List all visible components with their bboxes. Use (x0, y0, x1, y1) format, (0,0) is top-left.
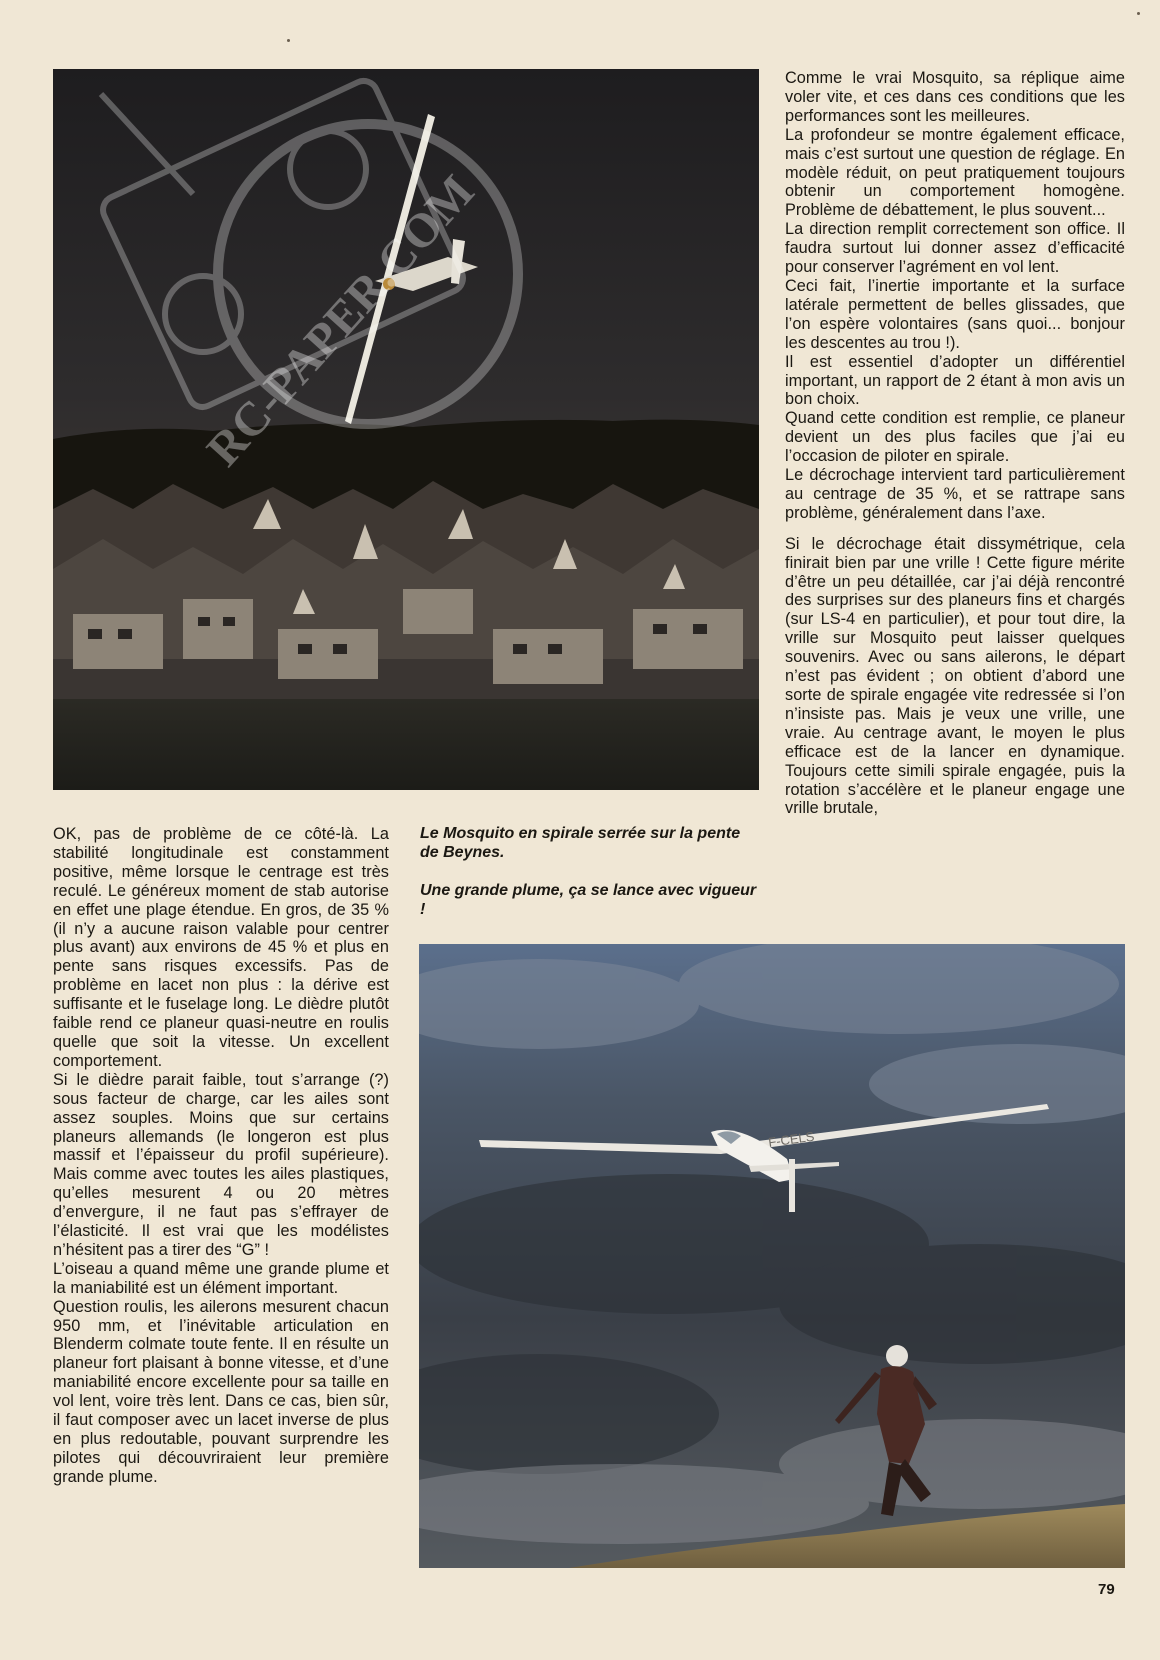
print-speck (1137, 12, 1140, 15)
watermark-text: RC-PAPER.COM (196, 165, 485, 477)
paragraph: Il est essentiel d’adopter un différentiel important, un rapport de 2 étant à mon avis un bon choix. (785, 352, 1125, 409)
glider-registration: F-CELS (767, 1128, 816, 1150)
paragraph: Si le décrochage était dissymétrique, cela finirait bien par une vrille ! Cette figure mérite d’être un peu détaillée, car j’ai déjà rencontré des surprises sur des planeurs fins et chargés (sur LS-4 en particulier), et pour tout dire, la vrille sur Mosquito peut laisser quelques souvenirs. Avec ou sans ailerons, le départ n’est pas évident ; on obtient d’abord une sorte de spirale engagée vite redressée si l’on n’insiste pas. Mais je veux une vrille, une vraie. Au centrage avant, le moyen le plus efficace est de la lancer en dynamique. Toujours cette simili spirale engagée, puis la rotation s’accélère et le planeur engage une vrille brutale, (785, 534, 1125, 818)
paragraph: La direction remplit correctement son office. Il faudra surtout lui donner assez d’efficacité pour conserver l’agrément en vol lent. (785, 220, 1125, 277)
paragraph: L’oiseau a quand même une grande plume et la maniabilité est un élément important. (53, 1259, 389, 1297)
watermark-logo (53, 69, 759, 790)
paragraph: Question roulis, les ailerons mesurent chacun 950 mm, et l’inévitable articulation en Blenderm colmate toute fente. Il en résulte un planeur fort plaisant à bonne vitesse, et d’une maniabilité encore excellente pour sa taille en vol lent, voire très lent. Dans ce cas, bien sûr, il faut composer avec un lacet inverse de plus en plus redoutable, pouvant surprendre les pilotes qui découvriraient leur première grande plume. (53, 1297, 389, 1486)
photo-captions (420, 824, 760, 938)
caption-top-photo: Le Mosquito en spirale serrée sur la pente de Beynes. (420, 825, 741, 861)
paragraph: La profondeur se montre également efficace, mais c’est surtout une question de réglage. En modèle réduit, on peut pratiquement toujours obtenir un comportement homogène. Problème de débattement, le plus souvent... (785, 125, 1125, 220)
paragraph: Ceci fait, l’inertie importante et la surface latérale permettent de belles glissades, que l’on espère volontaires (sans quoi... bonjour les descentes au trou !). (785, 276, 1125, 352)
photo-glider-launch (419, 944, 1125, 1568)
paragraph: Quand cette condition est remplie, ce planeur devient un des plus faciles que j’ai eu l’occasion de piloter en spirale. (785, 409, 1125, 466)
article-column-right (785, 69, 1125, 818)
caption-bottom-photo: Une grande plume, ça se lance avec vigueur ! (420, 882, 757, 918)
article-column-left (53, 825, 389, 1487)
page-number: 79 (1098, 1581, 1115, 1598)
print-speck (287, 39, 290, 42)
paragraph: Si le dièdre parait faible, tout s’arrange (?) sous facteur de charge, car les ailes sont assez souples. Moins que sur certains planeurs allemands (le longeron est plus massif et l’épaisseur du profil supérieure). Mais comme avec toutes les ailes plastiques, qu’elles mesurent 4 ou 20 mètres d’envergure, il ne faut pas s’effrayer de l’élasticité. Il est vrai que les modélistes n’hésitent pas a tirer des “G” ! (53, 1070, 389, 1259)
paragraph: OK, pas de problème de ce côté-là. La stabilité longitudinale est constamment positive, même lorsque le centrage est très reculé. Le généreux moment de stab autorise en effet une plage étendue. En gros, de 35 % (il n’y a aucune raison valable pour centrer plus avant) aux environs de 45 % et plus en pente sans risques excessifs. Pas de problème en lacet non plus : la dérive est suffisante et le fuselage long. Le dièdre plutôt faible rend ce planeur quasi-neutre en roulis quelle que soit la vitesse. Un excellent comportement. (53, 825, 389, 1070)
paragraph: Le décrochage intervient tard particulièrement au centrage de 35 %, et se rattrape sans problème, généralement dans l’axe. (785, 466, 1125, 522)
paragraph: Comme le vrai Mosquito, sa réplique aime voler vite, et ces dans ces conditions que les performances sont les meilleures. (785, 69, 1125, 125)
photo-mosquito-spiral (53, 69, 759, 790)
